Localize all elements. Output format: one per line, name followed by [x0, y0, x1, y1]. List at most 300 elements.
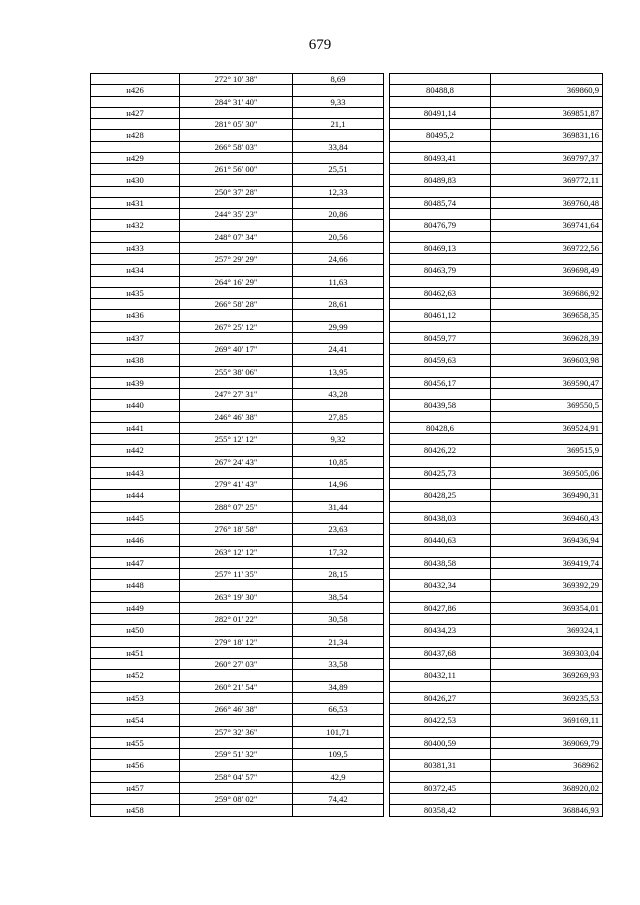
length-cell: 24,41 — [293, 344, 384, 355]
point-id-cell: н449 — [91, 602, 180, 613]
y-coordinate-cell — [491, 749, 603, 760]
point-id-cell: н454 — [91, 715, 180, 726]
x-coordinate-cell: 80372,45 — [390, 782, 491, 793]
length-cell: 11,63 — [293, 276, 384, 287]
direction-angle-cell: 279° 41' 43" — [180, 479, 293, 490]
measurement-row — [91, 479, 603, 490]
direction-angle-cell: 272° 10' 38" — [180, 74, 293, 85]
measurement-row — [91, 209, 603, 220]
y-coordinate-cell — [491, 276, 603, 287]
y-coordinate-cell — [491, 659, 603, 670]
point-id-cell: н450 — [91, 625, 180, 636]
point-id-cell — [91, 389, 180, 400]
point-id-cell: н435 — [91, 287, 180, 298]
length-cell — [293, 220, 384, 231]
direction-angle-cell — [180, 580, 293, 591]
x-coordinate-cell: 80358,42 — [390, 805, 491, 816]
length-cell: 30,58 — [293, 614, 384, 625]
point-id-cell: н451 — [91, 647, 180, 658]
point-id-cell: н436 — [91, 310, 180, 321]
direction-angle-cell — [180, 715, 293, 726]
direction-angle-cell — [180, 737, 293, 748]
length-cell — [293, 647, 384, 658]
point-row — [91, 490, 603, 501]
direction-angle-cell — [180, 535, 293, 546]
x-coordinate-cell — [390, 749, 491, 760]
x-coordinate-cell — [390, 164, 491, 175]
x-coordinate-cell — [390, 434, 491, 445]
y-coordinate-cell — [491, 164, 603, 175]
length-cell — [293, 445, 384, 456]
length-cell: 28,61 — [293, 299, 384, 310]
x-coordinate-cell: 80428,6 — [390, 422, 491, 433]
direction-angle-cell: 247° 27' 31" — [180, 389, 293, 400]
point-id-cell — [91, 524, 180, 535]
direction-angle-cell — [180, 310, 293, 321]
y-coordinate-cell: 368962 — [491, 760, 603, 771]
point-id-cell — [91, 636, 180, 647]
length-cell — [293, 197, 384, 208]
length-cell: 101,71 — [293, 726, 384, 737]
y-coordinate-cell — [491, 636, 603, 647]
direction-angle-cell — [180, 107, 293, 118]
point-id-cell: н426 — [91, 85, 180, 96]
y-coordinate-cell — [491, 141, 603, 152]
y-coordinate-cell: 368920,02 — [491, 782, 603, 793]
x-coordinate-cell: 80488,8 — [390, 85, 491, 96]
measurement-row — [91, 141, 603, 152]
direction-angle-cell: 288° 07' 25" — [180, 501, 293, 512]
measurement-row — [91, 591, 603, 602]
x-coordinate-cell: 80432,34 — [390, 580, 491, 591]
y-coordinate-cell — [491, 569, 603, 580]
point-id-cell — [91, 794, 180, 805]
direction-angle-cell — [180, 220, 293, 231]
x-coordinate-cell — [390, 704, 491, 715]
length-cell: 33,58 — [293, 659, 384, 670]
y-coordinate-cell: 369303,04 — [491, 647, 603, 658]
x-coordinate-cell — [390, 659, 491, 670]
point-id-cell: н437 — [91, 332, 180, 343]
point-row — [91, 220, 603, 231]
length-cell: 25,51 — [293, 164, 384, 175]
x-coordinate-cell — [390, 321, 491, 332]
point-row — [91, 580, 603, 591]
direction-angle-cell: 261° 56' 00" — [180, 164, 293, 175]
measurement-row — [91, 254, 603, 265]
x-coordinate-cell: 80432,11 — [390, 670, 491, 681]
y-coordinate-cell: 369851,87 — [491, 107, 603, 118]
length-cell: 17,32 — [293, 546, 384, 557]
length-cell: 10,85 — [293, 456, 384, 467]
point-id-cell: н432 — [91, 220, 180, 231]
x-coordinate-cell — [390, 794, 491, 805]
x-coordinate-cell — [390, 119, 491, 130]
point-row — [91, 647, 603, 658]
point-id-cell: н430 — [91, 175, 180, 186]
point-row — [91, 782, 603, 793]
x-coordinate-cell: 80426,22 — [390, 445, 491, 456]
point-id-cell: н441 — [91, 422, 180, 433]
direction-angle-cell: 258° 04' 57" — [180, 771, 293, 782]
direction-angle-cell — [180, 287, 293, 298]
x-coordinate-cell — [390, 591, 491, 602]
point-id-cell: н448 — [91, 580, 180, 591]
y-coordinate-cell — [491, 411, 603, 422]
x-coordinate-cell: 80459,63 — [390, 355, 491, 366]
measurement-row — [91, 704, 603, 715]
x-coordinate-cell — [390, 254, 491, 265]
direction-angle-cell: 266° 58' 03" — [180, 141, 293, 152]
y-coordinate-cell — [491, 591, 603, 602]
point-id-cell — [91, 614, 180, 625]
length-cell — [293, 400, 384, 411]
x-coordinate-cell: 80462,63 — [390, 287, 491, 298]
direction-angle-cell: 255° 38' 06" — [180, 366, 293, 377]
x-coordinate-cell — [390, 479, 491, 490]
measurement-row — [91, 726, 603, 737]
direction-angle-cell: 259° 51' 32" — [180, 749, 293, 760]
direction-angle-cell: 257° 11' 35" — [180, 569, 293, 580]
length-cell — [293, 355, 384, 366]
point-id-cell — [91, 771, 180, 782]
direction-angle-cell — [180, 400, 293, 411]
measurement-row — [91, 96, 603, 107]
length-cell: 23,63 — [293, 524, 384, 535]
y-coordinate-cell — [491, 456, 603, 467]
length-cell: 20,86 — [293, 209, 384, 220]
x-coordinate-cell — [390, 569, 491, 580]
point-id-cell — [91, 119, 180, 130]
length-cell: 38,54 — [293, 591, 384, 602]
x-coordinate-cell: 80493,41 — [390, 152, 491, 163]
y-coordinate-cell — [491, 209, 603, 220]
length-cell: 13,95 — [293, 366, 384, 377]
x-coordinate-cell: 80469,13 — [390, 242, 491, 253]
point-id-cell — [91, 141, 180, 152]
length-cell — [293, 490, 384, 501]
y-coordinate-cell — [491, 186, 603, 197]
length-cell — [293, 557, 384, 568]
measurement-row — [91, 119, 603, 130]
length-cell — [293, 535, 384, 546]
direction-angle-cell — [180, 760, 293, 771]
y-coordinate-cell — [491, 366, 603, 377]
length-cell: 31,44 — [293, 501, 384, 512]
y-coordinate-cell: 368846,93 — [491, 805, 603, 816]
point-row — [91, 760, 603, 771]
direction-angle-cell — [180, 130, 293, 141]
length-cell: 43,28 — [293, 389, 384, 400]
y-coordinate-cell: 369686,92 — [491, 287, 603, 298]
direction-angle-cell: 259° 08' 02" — [180, 794, 293, 805]
point-row — [91, 737, 603, 748]
length-cell: 42,9 — [293, 771, 384, 782]
y-coordinate-cell — [491, 794, 603, 805]
x-coordinate-cell: 80437,68 — [390, 647, 491, 658]
point-row — [91, 265, 603, 276]
y-coordinate-cell: 369069,79 — [491, 737, 603, 748]
length-cell: 9,32 — [293, 434, 384, 445]
length-cell: 66,53 — [293, 704, 384, 715]
point-row — [91, 512, 603, 523]
measurement-row — [91, 524, 603, 535]
length-cell — [293, 130, 384, 141]
y-coordinate-cell — [491, 389, 603, 400]
direction-angle-cell: 257° 32' 36" — [180, 726, 293, 737]
coordinates-table — [90, 73, 603, 817]
point-row — [91, 85, 603, 96]
x-coordinate-cell — [390, 74, 491, 85]
measurement-row — [91, 636, 603, 647]
y-coordinate-cell: 369797,37 — [491, 152, 603, 163]
length-cell — [293, 512, 384, 523]
point-row — [91, 557, 603, 568]
point-id-cell — [91, 546, 180, 557]
direction-angle-cell: 267° 24' 43" — [180, 456, 293, 467]
length-cell — [293, 152, 384, 163]
x-coordinate-cell — [390, 546, 491, 557]
x-coordinate-cell: 80476,79 — [390, 220, 491, 231]
point-id-cell — [91, 659, 180, 670]
direction-angle-cell: 244° 35' 23" — [180, 209, 293, 220]
x-coordinate-cell — [390, 389, 491, 400]
x-coordinate-cell — [390, 344, 491, 355]
x-coordinate-cell — [390, 726, 491, 737]
direction-angle-cell: 269° 40' 17" — [180, 344, 293, 355]
point-row — [91, 242, 603, 253]
point-row — [91, 535, 603, 546]
x-coordinate-cell: 80400,59 — [390, 737, 491, 748]
point-id-cell: н429 — [91, 152, 180, 163]
direction-angle-cell — [180, 377, 293, 388]
point-id-cell — [91, 726, 180, 737]
length-cell: 109,5 — [293, 749, 384, 760]
point-id-cell — [91, 569, 180, 580]
point-id-cell: н438 — [91, 355, 180, 366]
direction-angle-cell: 282° 01' 22" — [180, 614, 293, 625]
point-row — [91, 670, 603, 681]
direction-angle-cell — [180, 512, 293, 523]
x-coordinate-cell: 80440,63 — [390, 535, 491, 546]
direction-angle-cell: 246° 46' 38" — [180, 411, 293, 422]
measurement-row — [91, 794, 603, 805]
y-coordinate-cell — [491, 434, 603, 445]
x-coordinate-cell: 80461,12 — [390, 310, 491, 321]
length-cell — [293, 85, 384, 96]
y-coordinate-cell: 369550,5 — [491, 400, 603, 411]
x-coordinate-cell: 80491,14 — [390, 107, 491, 118]
length-cell — [293, 310, 384, 321]
length-cell — [293, 715, 384, 726]
y-coordinate-cell — [491, 254, 603, 265]
point-id-cell: н457 — [91, 782, 180, 793]
measurement-row — [91, 299, 603, 310]
point-id-cell — [91, 681, 180, 692]
x-coordinate-cell — [390, 524, 491, 535]
point-id-cell: н446 — [91, 535, 180, 546]
x-coordinate-cell: 80428,25 — [390, 490, 491, 501]
point-row — [91, 805, 603, 816]
direction-angle-cell — [180, 782, 293, 793]
point-id-cell — [91, 344, 180, 355]
direction-angle-cell: 279° 18' 12" — [180, 636, 293, 647]
y-coordinate-cell — [491, 501, 603, 512]
measurement-row — [91, 366, 603, 377]
direction-angle-cell: 263° 19' 30" — [180, 591, 293, 602]
length-cell: 12,33 — [293, 186, 384, 197]
direction-angle-cell — [180, 490, 293, 501]
length-cell: 34,89 — [293, 681, 384, 692]
y-coordinate-cell: 369169,11 — [491, 715, 603, 726]
point-row — [91, 107, 603, 118]
y-coordinate-cell: 369505,06 — [491, 467, 603, 478]
point-row — [91, 467, 603, 478]
y-coordinate-cell: 369772,11 — [491, 175, 603, 186]
direction-angle-cell: 255° 12' 12" — [180, 434, 293, 445]
direction-angle-cell: 266° 46' 38" — [180, 704, 293, 715]
length-cell — [293, 602, 384, 613]
x-coordinate-cell — [390, 186, 491, 197]
point-row — [91, 152, 603, 163]
length-cell: 24,66 — [293, 254, 384, 265]
direction-angle-cell: 281° 05' 30" — [180, 119, 293, 130]
length-cell: 21,34 — [293, 636, 384, 647]
y-coordinate-cell: 369658,35 — [491, 310, 603, 321]
direction-angle-cell — [180, 152, 293, 163]
measurement-row — [91, 749, 603, 760]
y-coordinate-cell: 369831,16 — [491, 130, 603, 141]
point-id-cell — [91, 749, 180, 760]
y-coordinate-cell — [491, 546, 603, 557]
point-id-cell: н444 — [91, 490, 180, 501]
y-coordinate-cell — [491, 681, 603, 692]
point-id-cell — [91, 186, 180, 197]
x-coordinate-cell — [390, 411, 491, 422]
direction-angle-cell — [180, 557, 293, 568]
direction-angle-cell: 257° 29' 29" — [180, 254, 293, 265]
x-coordinate-cell — [390, 141, 491, 152]
coordinates-table-body — [91, 74, 603, 817]
y-coordinate-cell: 369860,9 — [491, 85, 603, 96]
y-coordinate-cell: 369354,01 — [491, 602, 603, 613]
point-id-cell — [91, 321, 180, 332]
length-cell: 20,56 — [293, 231, 384, 242]
x-coordinate-cell: 80425,73 — [390, 467, 491, 478]
length-cell — [293, 760, 384, 771]
x-coordinate-cell: 80485,74 — [390, 197, 491, 208]
length-cell — [293, 175, 384, 186]
direction-angle-cell — [180, 670, 293, 681]
x-coordinate-cell: 80438,58 — [390, 557, 491, 568]
point-row — [91, 310, 603, 321]
y-coordinate-cell: 369698,49 — [491, 265, 603, 276]
measurement-row — [91, 276, 603, 287]
x-coordinate-cell: 80459,77 — [390, 332, 491, 343]
x-coordinate-cell — [390, 501, 491, 512]
point-id-cell — [91, 74, 180, 85]
point-row — [91, 715, 603, 726]
page-number: 679 — [308, 37, 332, 53]
direction-angle-cell — [180, 692, 293, 703]
y-coordinate-cell: 369590,47 — [491, 377, 603, 388]
direction-angle-cell — [180, 355, 293, 366]
x-coordinate-cell — [390, 299, 491, 310]
point-row — [91, 692, 603, 703]
length-cell: 14,96 — [293, 479, 384, 490]
length-cell — [293, 265, 384, 276]
length-cell: 29,99 — [293, 321, 384, 332]
direction-angle-cell: 267° 25' 12" — [180, 321, 293, 332]
x-coordinate-cell — [390, 614, 491, 625]
point-row — [91, 625, 603, 636]
y-coordinate-cell — [491, 299, 603, 310]
measurement-row — [91, 344, 603, 355]
length-cell: 27,85 — [293, 411, 384, 422]
point-row — [91, 197, 603, 208]
x-coordinate-cell: 80489,83 — [390, 175, 491, 186]
measurement-row — [91, 546, 603, 557]
y-coordinate-cell: 369603,98 — [491, 355, 603, 366]
point-row — [91, 332, 603, 343]
x-coordinate-cell: 80456,17 — [390, 377, 491, 388]
y-coordinate-cell — [491, 771, 603, 782]
length-cell — [293, 670, 384, 681]
direction-angle-cell: 250° 37' 28" — [180, 186, 293, 197]
y-coordinate-cell: 369269,93 — [491, 670, 603, 681]
x-coordinate-cell: 80434,23 — [390, 625, 491, 636]
measurement-row — [91, 231, 603, 242]
y-coordinate-cell: 369490,31 — [491, 490, 603, 501]
x-coordinate-cell: 80439,58 — [390, 400, 491, 411]
point-id-cell — [91, 411, 180, 422]
x-coordinate-cell — [390, 456, 491, 467]
direction-angle-cell: 248° 07' 34" — [180, 231, 293, 242]
point-id-cell — [91, 164, 180, 175]
y-coordinate-cell — [491, 119, 603, 130]
x-coordinate-cell: 80427,86 — [390, 602, 491, 613]
y-coordinate-cell — [491, 344, 603, 355]
direction-angle-cell — [180, 602, 293, 613]
point-id-cell — [91, 231, 180, 242]
y-coordinate-cell: 369324,1 — [491, 625, 603, 636]
point-id-cell: н434 — [91, 265, 180, 276]
point-id-cell — [91, 501, 180, 512]
point-id-cell — [91, 434, 180, 445]
y-coordinate-cell — [491, 321, 603, 332]
y-coordinate-cell — [491, 231, 603, 242]
direction-angle-cell: 264° 16' 29" — [180, 276, 293, 287]
direction-angle-cell: 260° 27' 03" — [180, 659, 293, 670]
point-row — [91, 175, 603, 186]
point-id-cell: н433 — [91, 242, 180, 253]
x-coordinate-cell: 80422,53 — [390, 715, 491, 726]
direction-angle-cell — [180, 422, 293, 433]
x-coordinate-cell — [390, 96, 491, 107]
point-id-cell — [91, 209, 180, 220]
point-id-cell: н431 — [91, 197, 180, 208]
direction-angle-cell — [180, 175, 293, 186]
length-cell — [293, 287, 384, 298]
length-cell — [293, 782, 384, 793]
direction-angle-cell — [180, 467, 293, 478]
point-id-cell — [91, 704, 180, 715]
direction-angle-cell — [180, 445, 293, 456]
length-cell — [293, 692, 384, 703]
measurement-row — [91, 614, 603, 625]
direction-angle-cell: 276° 18' 58" — [180, 524, 293, 535]
measurement-row — [91, 321, 603, 332]
